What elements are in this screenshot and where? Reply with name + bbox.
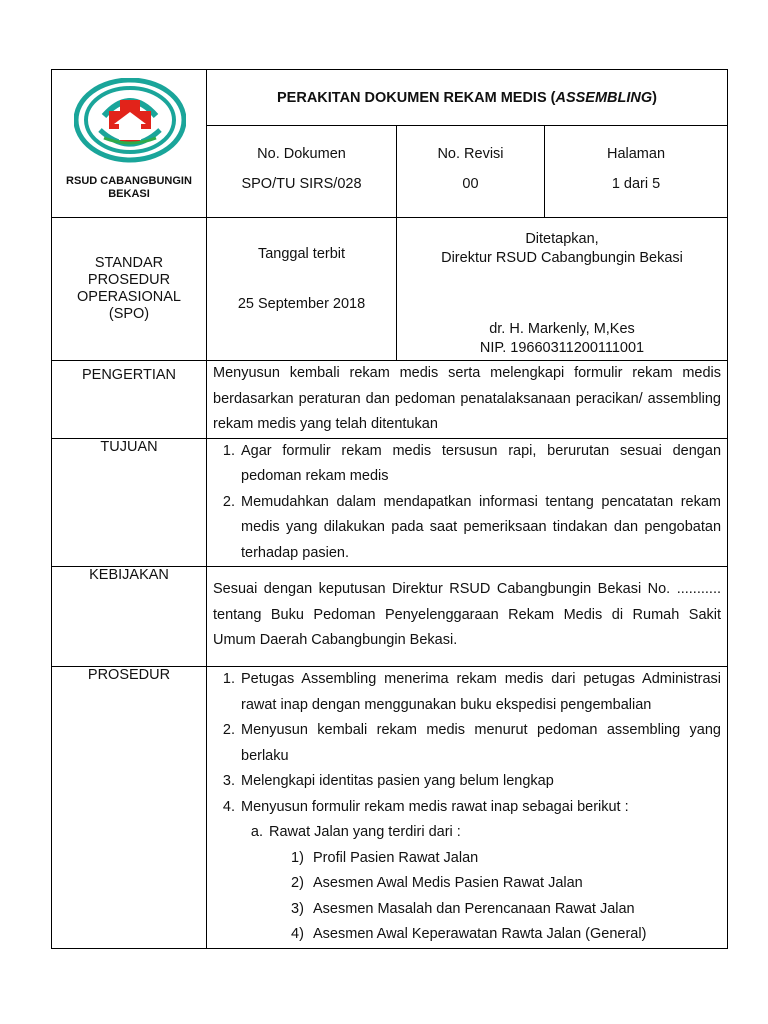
hospital-name: RSUD CABANGBUNGIN BEKASI [66, 175, 192, 200]
hospital-logo-icon [74, 78, 186, 164]
kebijakan-label: KEBIJAKAN [52, 567, 207, 667]
pengertian-text: Menyusun kembali rekam medis serta melengkapi formulir rekam medis berdasarkan peraturan dan pedoman penatalaksanaan peracikan/ assembling rekam medis yang telah ditentukan [207, 361, 728, 439]
halaman-cell: Halaman 1 dari 5 [545, 126, 728, 218]
list-item: 2. Menyusun kembali rekam medis menurut pedoman assembling yang berlaku [239, 718, 721, 769]
list-item: 1) Profil Pasien Rawat Jalan [289, 846, 721, 872]
pengertian-label: PENGERTIAN [52, 361, 207, 439]
list-item: 1. Agar formulir rekam medis tersusun rapi, berurutan sesuai dengan pedoman rekam medis [239, 439, 721, 490]
approval-cell: Ditetapkan, Direktur RSUD Cabangbungin Bekasi dr. H. Markenly, M,Kes NIP. 19660311200111001 [397, 218, 728, 361]
list-item: 1. Petugas Assembling menerima rekam medis dari petugas Administrasi rawat inap dengan menggunakan buku ekspedisi pengembalian [239, 667, 721, 718]
tujuan-label: TUJUAN [52, 438, 207, 567]
tanggal-terbit-cell: Tanggal terbit 25 September 2018 [207, 218, 397, 361]
list-item: 4. Menyusun formulir rekam medis rawat inap sebagai berikut : a. Rawat Jalan yang terdiri dari : 1) Profil Pasien Rawat Jalan 2) Asesmen Awal Medis Pasien Rawat Jalan 3) Asesmen Masalah dan Perencanaan Rawat Jalan 4) Asesmen Awal Keperawatan Rawta Jalan (General) [239, 795, 721, 948]
list-item: 2) Asesmen Awal Medis Pasien Rawat Jalan [289, 871, 721, 897]
prosedur-label: PROSEDUR [52, 667, 207, 949]
logo-cell [52, 70, 207, 218]
tujuan-list [207, 438, 728, 567]
spo-document [51, 69, 727, 949]
prosedur-list [207, 667, 728, 949]
no-dokumen-cell: No. Dokumen SPO/TU SIRS/028 [207, 126, 397, 218]
list-item: 3) Asesmen Masalah dan Perencanaan Rawat Jalan [289, 897, 721, 923]
spo-label: STANDAR PROSEDUR OPERASIONAL (SPO) [52, 218, 207, 361]
list-item: 3. Melengkapi identitas pasien yang belum lengkap [239, 769, 721, 795]
document-title: PERAKITAN DOKUMEN REKAM MEDIS (ASSEMBLING) [207, 70, 728, 126]
no-revisi-cell: No. Revisi 00 [397, 126, 545, 218]
list-item: 2. Memudahkan dalam mendapatkan informasi tentang pencatatan rekam medis yang dilakukan pada saat pemeriksaan tindakan dan pengobatan terhadap pasien. [239, 490, 721, 567]
spo-table [51, 69, 728, 949]
list-item: a. Rawat Jalan yang terdiri dari : 1) Profil Pasien Rawat Jalan 2) Asesmen Awal Medis Pasien Rawat Jalan 3) Asesmen Masalah dan Perencanaan Rawat Jalan 4) Asesmen Awal Keperawatan Rawta Jalan (General) [267, 820, 721, 948]
kebijakan-text: Sesuai dengan keputusan Direktur RSUD Cabangbungin Bekasi No. ........... tentang Buku Pedoman Penyelenggaraan Rekam Medis di Rumah Sakit Umum Daerah Cabangbungin Bekasi. [207, 567, 728, 667]
list-item: 4) Asesmen Awal Keperawatan Rawta Jalan (General) [289, 922, 721, 948]
